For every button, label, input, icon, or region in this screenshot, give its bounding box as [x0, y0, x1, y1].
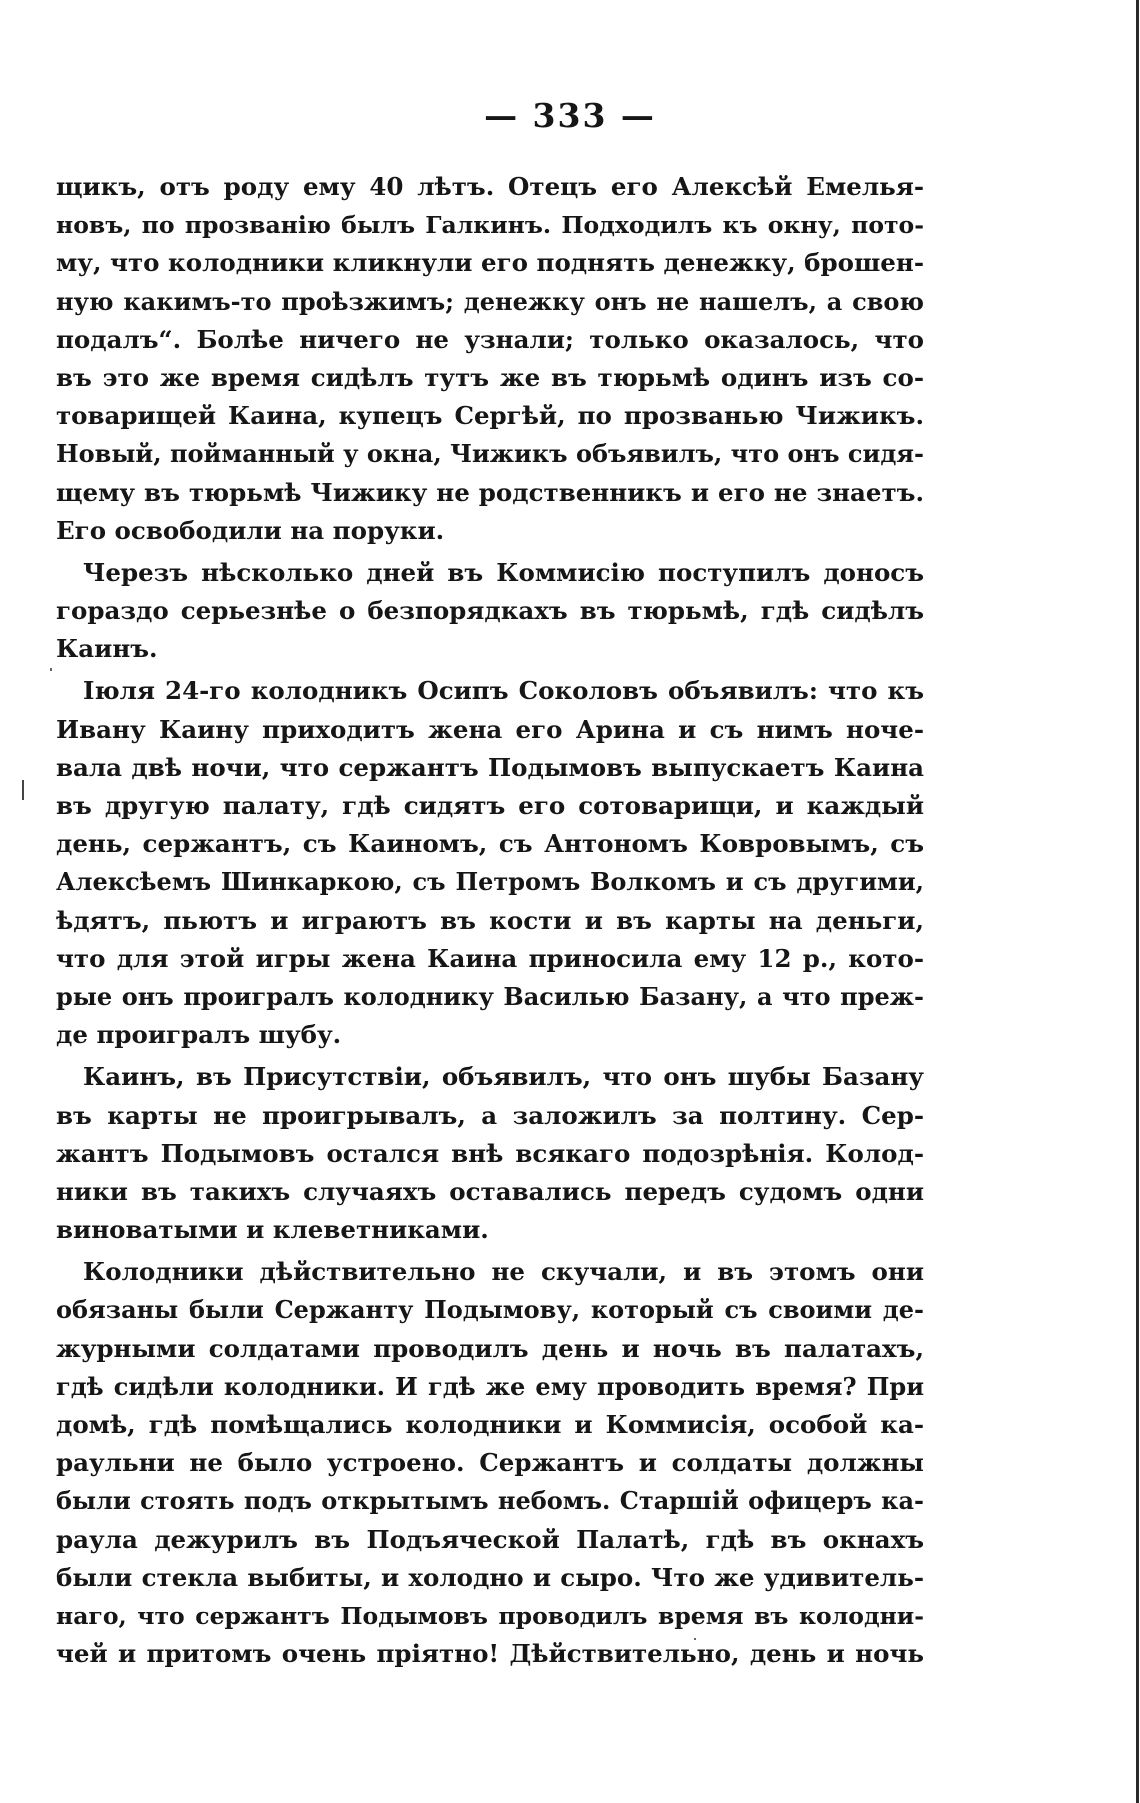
text-line: жантъ Подымовъ остался внѣ всякаго подозрѣнія. Колод-: [56, 1138, 924, 1168]
text-line: были стоять подъ открытымъ небомъ. Старшій офицеръ ка-: [56, 1486, 924, 1516]
text-line: раульни не было устроено. Сержантъ и солдаты должны: [56, 1448, 924, 1478]
text-line: раула дежурилъ въ Подъяческой Палатѣ, гдѣ въ окнахъ: [56, 1524, 924, 1554]
text-line: Его освободили на поруки.: [56, 515, 445, 545]
text-line: гдѣ сидѣли колодники. И гдѣ же ему проводить время? При: [56, 1371, 924, 1401]
text-line: гораздо серьезнѣе о безпорядкахъ въ тюрьмѣ, гдѣ сидѣлъ: [56, 596, 924, 626]
text-line: обязаны были Сержанту Подымову, который съ своими де-: [56, 1295, 924, 1325]
text-line: Ивану Каину приходитъ жена его Арина и съ нимъ ноче-: [56, 714, 924, 744]
text-line: де проигралъ шубу.: [56, 1020, 342, 1050]
text-line: ѣдятъ, пьютъ и играютъ въ кости и въ карты на деньги,: [56, 905, 924, 935]
text-line: домѣ, гдѣ помѣщались колодники и Коммисія, особой ка-: [56, 1410, 924, 1439]
text-line: му, что колодники кликнули его поднять денежку, брошен-: [56, 248, 924, 278]
print-speck: [50, 668, 52, 671]
text-line: вала двѣ ночи, что сержантъ Подымовъ выпускаетъ Каина: [56, 752, 924, 782]
text-line: щикъ, отъ роду ему 40 лѣтъ. Отецъ его Алексѣй Емелья-: [56, 172, 924, 201]
text-line: ники въ такихъ случаяхъ оставались передъ судомъ одни: [56, 1176, 924, 1206]
page-number: — 333 —: [484, 96, 656, 135]
paragraph-first-line: Колодники дѣйствительно не скучали, и въ этомъ они: [83, 1257, 924, 1287]
text-line: виноватыми и клеветниками.: [56, 1215, 489, 1245]
paragraph-first-line: Черезъ нѣсколько дней въ Коммисію поступилъ доносъ: [83, 557, 924, 587]
text-line: Алексѣемъ Шинкаркою, съ Петромъ Волкомъ и съ другими,: [56, 867, 924, 897]
page-edge-rule: [1136, 0, 1139, 1803]
margin-mark: [22, 780, 24, 800]
body-text: [56, 168, 924, 1673]
text-line: новъ, по прозванію былъ Галкинъ. Подходилъ къ окну, пото-: [56, 211, 924, 240]
text-line: чей и притомъ очень пріятно! Дѣйствительно, день и ночь: [56, 1639, 924, 1669]
text-line: день, сержантъ, съ Каиномъ, съ Антономъ Ковровымъ, съ: [56, 829, 924, 859]
text-line: наго, что сержантъ Подымовъ проводилъ время въ колодни-: [56, 1601, 924, 1630]
text-line: журными солдатами проводилъ день и ночь въ палатахъ,: [56, 1333, 924, 1363]
text-line: въ это же время сидѣлъ тутъ же въ тюрьмѣ одинъ изъ со-: [56, 362, 924, 392]
text-line: ную какимъ-то проѣзжимъ; денежку онъ не нашелъ, а свою: [56, 286, 924, 316]
text-line: что для этой игры жена Каина приносила ему 12 р., кото-: [56, 943, 924, 973]
text-line: товарищей Каина, купецъ Сергѣй, по прозванью Чижикъ.: [56, 401, 924, 431]
paragraph-first-line: Іюля 24-го колодникъ Осипъ Соколовъ объявилъ: что къ: [83, 676, 924, 706]
text-line: рые онъ проигралъ колоднику Василью Базану, а что преж-: [56, 981, 924, 1011]
text-line: щему въ тюрьмѣ Чижику не родственникъ и его не знаетъ.: [56, 477, 924, 507]
paragraph-first-line: Каинъ, въ Присутствіи, объявилъ, что онъ шубы Базану: [83, 1062, 924, 1092]
text-line: въ карты не проигрывалъ, а заложилъ за полтину. Сер-: [56, 1100, 924, 1130]
text-line: были стекла выбиты, и холодно и сыро. Что же удивитель-: [56, 1562, 924, 1592]
text-line: въ другую палату, гдѣ сидятъ его сотоварищи, и каждый: [56, 791, 924, 820]
text-line: Новый, пойманный у окна, Чижикъ объявилъ, что онъ сидя-: [56, 439, 924, 469]
text-line: подалъ“. Болѣе ничего не узнали; только оказалось, что: [56, 324, 924, 354]
text-line: Каинъ.: [56, 634, 158, 664]
